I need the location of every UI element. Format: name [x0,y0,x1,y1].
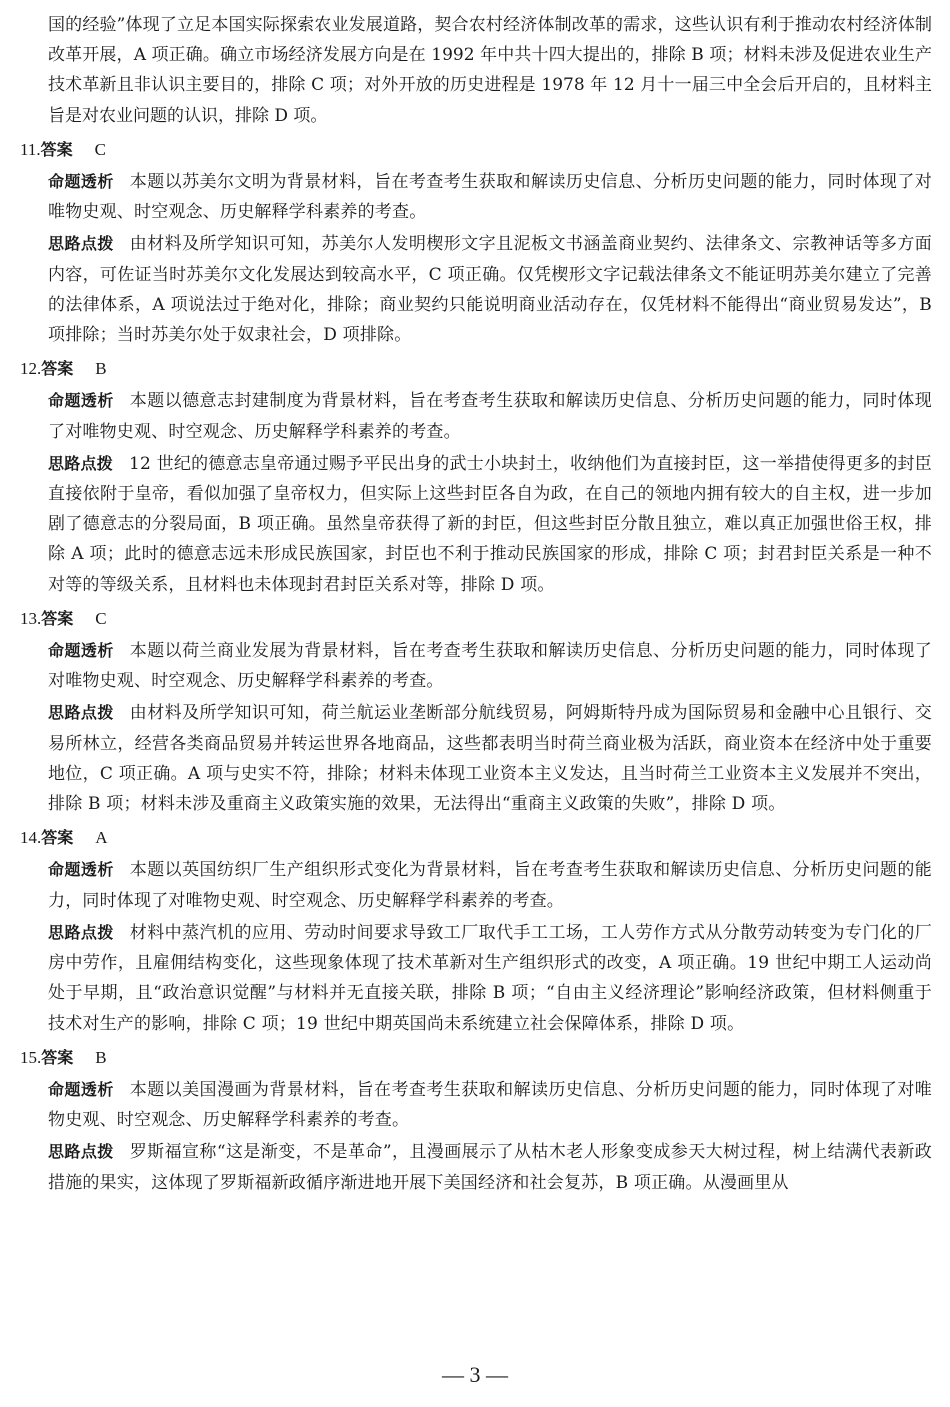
answer-label: 答案 [41,359,74,379]
answer-letter: B [95,1047,107,1067]
approach-paragraph [48,1137,932,1197]
answer-document [20,10,932,1198]
page-number: — 3 — [442,1362,508,1387]
analysis-label: 命题透析 [48,391,114,411]
answer-label: 答案 [41,828,74,848]
approach-text: 由材料及所学知识可知，苏美尔人发明楔形文字且泥板文书涵盖商业契约、法律条文、宗教神话等多方面内容，可佐证当时苏美尔文化发展达到较高水平，C 项正确。仅凭楔形文字记载法律条文不能证明苏美尔建立了完善的法律体系，A 项说法过于绝对化，排除；商业契约只能说明商业活动存在，仅凭材料不能得出“商业贸易发达”，B 项排除；当时苏美尔处于奴隶社会，D 项排除。 [48,234,932,346]
approach-paragraph [48,918,932,1039]
question-12 [20,354,932,600]
answer-line [20,823,932,853]
answer-line [20,135,932,165]
answer-letter: C [95,608,107,628]
answer-line [20,354,932,384]
approach-label: 思路点拨 [48,1142,114,1162]
analysis-paragraph [48,1075,932,1135]
approach-paragraph [48,229,932,350]
analysis-text: 本题以苏美尔文明为背景材料，旨在考查考生获取和解读历史信息、分析历史问题的能力，同时体现了对唯物史观、时空观念、历史解释学科素养的考查。 [48,172,932,223]
question-number: 12. [20,359,42,379]
analysis-text: 本题以德意志封建制度为背景材料，旨在考查考生获取和解读历史信息、分析历史问题的能力，同时体现了对唯物史观、时空观念、历史解释学科素养的考查。 [48,391,932,442]
question-number: 15. [20,1047,42,1067]
analysis-paragraph [48,167,932,227]
analysis-label: 命题透析 [48,641,114,661]
approach-paragraph [48,449,932,600]
approach-text: 12 世纪的德意志皇帝通过赐予平民出身的武士小块封土，收纳他们为直接封臣，这一举措使得更多的封臣直接依附于皇帝，看似加强了皇帝权力，但实际上这些封臣各自为政，在自己的领地内拥有较大的自主权，进一步加剧了德意志的分裂局面，B 项正确。虽然皇帝获得了新的封臣，但这些封臣分散且独立，难以真正加强世俗王权，排除 A 项；此时的德意志远未形成民族国家，封臣也不利于推动民族国家的形成，排除 C 项；封君封臣关系是一种不对等的等级关系，且材料也未体现封君封臣关系对等，排除 D 项。 [48,453,932,595]
answer-line [20,604,932,634]
answer-label: 答案 [41,608,74,628]
question-11 [20,135,932,350]
question-body [48,855,932,1038]
answer-letter: C [94,139,106,159]
intro-paragraph: 国的经验”体现了立足本国实际探索农业发展道路，契合农村经济体制改革的需求，这些认识有利于推动农村经济体制改革开展，A 项正确。确立市场经济发展方向是在 1992 年中共十四大提出的，排除 B 项；材料未涉及促进农业生产技术革新且非认识主要目的，排除 C 项；对外开放的历史进程是 1978 年 12 月十一届三中全会后开启的，且材料主旨是对农业问题的认识，排除 D 项。 [48,15,932,126]
approach-label: 思路点拨 [48,234,114,254]
approach-text: 罗斯福宣称“这是渐变，不是革命”，且漫画展示了从枯木老人形象变成参天大树过程，树上结满代表新政措施的果实，这体现了罗斯福新政循序渐进地开展下美国经济和社会复苏，B 项正确。从漫画里从 [48,1142,932,1193]
analysis-text: 本题以美国漫画为背景材料，旨在考查考生获取和解读历史信息、分析历史问题的能力，同时体现了对唯物史观、时空观念、历史解释学科素养的考查。 [48,1079,932,1131]
analysis-label: 命题透析 [48,860,114,880]
question-number: 13. [20,608,42,628]
approach-label: 思路点拨 [48,703,114,723]
approach-text: 材料中蒸汽机的应用、劳动时间要求导致工厂取代手工工场，工人劳作方式从分散劳动转变为专门化的厂房中劳作，且雇佣结构变化，这些现象体现了技术革新对生产组织形式的改变，A 项正确。19 世纪中期工人运动尚处于早期，且“政治意识觉醒”与材料并无直接关联，排除 B 项；“自由主义经济理论”影响经济政策，但材料侧重于技术对生产的影响，排除 C 项；19 世纪中期英国尚未系统建立社会保障体系，排除 D 项。 [48,922,932,1034]
analysis-paragraph [48,636,932,696]
analysis-text: 本题以荷兰商业发展为背景材料，旨在考查考生获取和解读历史信息、分析历史问题的能力，同时体现了对唯物史观、时空观念、历史解释学科素养的考查。 [48,641,932,692]
approach-label: 思路点拨 [48,453,113,473]
answer-line [20,1043,932,1073]
question-14 [20,823,932,1038]
question-13 [20,604,932,819]
analysis-label: 命题透析 [48,1079,114,1099]
question-body [48,636,932,819]
answer-label: 答案 [41,1047,74,1067]
question-number: 11. [20,139,41,159]
question-body [48,167,932,350]
answer-label: 答案 [40,139,73,159]
question-number: 14. [20,828,42,848]
question-15 [20,1043,932,1198]
approach-text: 由材料及所学知识可知，荷兰航运业垄断部分航线贸易，阿姆斯特丹成为国际贸易和金融中心且银行、交易所林立，经营各类商品贸易并转运世界各地商品，这些都表明当时荷兰商业极为活跃，商业资本在经济中处于重要地位，C 项正确。A 项与史实不符，排除；材料未体现工业资本主义发达，且当时荷兰工业资本主义发展并不突出，排除 B 项；材料未涉及重商主义政策实施的效果，无法得出“重商主义政策的失败”，排除 D 项。 [48,703,932,815]
analysis-paragraph [48,855,932,915]
approach-paragraph [48,698,932,819]
analysis-paragraph [48,386,932,446]
question-body [48,1075,932,1198]
question-body [48,386,932,599]
analysis-text: 本题以英国纺织厂生产组织形式变化为背景材料，旨在考查考生获取和解读历史信息、分析历史问题的能力，同时体现了对唯物史观、时空观念、历史解释学科素养的考查。 [48,860,932,911]
answer-letter: B [95,359,107,379]
answer-letter: A [95,828,108,848]
analysis-label: 命题透析 [48,172,114,192]
approach-label: 思路点拨 [48,922,114,942]
